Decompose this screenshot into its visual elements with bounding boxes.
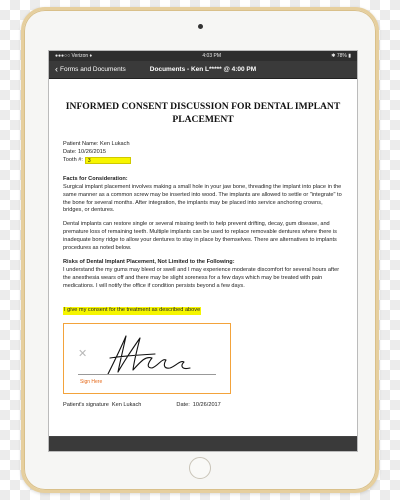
signature-baseline: [78, 374, 216, 375]
patient-name-label: Patient Name:: [63, 140, 99, 147]
navigation-bar: [49, 61, 357, 79]
carrier-signal: ●●●○○ Verizon ♦: [55, 53, 93, 59]
signature-date-value: 10/26/2017: [192, 401, 221, 408]
patient-name-value: Ken Lukach: [100, 140, 130, 147]
back-button[interactable]: [49, 65, 126, 74]
facts-paragraph-2: Dental implants can restore single or several missing teeth to help prevent drifting, decay, gum disease, and premature loss of remaining teeth. Multiple implants can be used to replace removable dentures where there is inadequate bony ridge to allow your dentures to stay in place by themselves. There are alternatives to implants procedures as noted below.: [63, 221, 337, 252]
tooth-number-row: [63, 157, 343, 165]
tooth-number-label: Tooth #:: [63, 156, 83, 163]
bottom-toolbar: [49, 437, 357, 451]
signature-name: Ken Lukach: [111, 401, 142, 408]
status-time: 4:03 PM: [202, 53, 221, 59]
tablet-screen: [48, 50, 358, 452]
sign-here-label: Sign Here: [80, 378, 103, 385]
consent-document: [49, 79, 357, 410]
risks-heading: Risks of Dental Implant Placement, Not Limited to the Following:: [63, 259, 235, 266]
patient-name-line: [63, 141, 343, 149]
signature-pad[interactable]: [63, 323, 231, 394]
nav-title: Documents - Ken L***** @ 4:00 PM: [149, 66, 257, 73]
tooth-number-input[interactable]: [85, 157, 131, 164]
chevron-left-icon: ‹: [55, 64, 58, 74]
signature-date-label: Date:: [176, 401, 190, 408]
home-button[interactable]: [189, 457, 211, 479]
front-camera: [198, 24, 203, 29]
signature-drawing: [100, 328, 210, 378]
date-label: Date:: [63, 148, 77, 155]
x-mark-icon: ✕: [78, 347, 88, 360]
document-title: INFORMED CONSENT DISCUSSION FOR DENTAL IMPLANT PLACEMENT: [65, 101, 341, 125]
battery-indicator: ✱ 78% ▮: [331, 53, 351, 59]
date-line: [63, 149, 343, 157]
signature-label: Patient's signature: [63, 401, 109, 408]
status-bar: [49, 51, 357, 61]
consent-statement[interactable]: I give my consent for the treatment as described above: [64, 306, 201, 313]
date-value: 10/26/2015: [77, 148, 106, 155]
facts-paragraph-1: Surgical implant placement involves making a small hole in your jaw bone, threading the implant into place in the same manner as a common screw may be inserted into wood. The implants are allowed to settle or "integrate" to the bone for several months. After integration, the implants may be placed into service anchoring crowns, bridges, or dentures.: [63, 183, 342, 214]
tablet-device-frame: [21, 7, 379, 493]
risks-paragraph: I understand the my gums may bleed or swell and I may experience moderate discomfort for several hours after the anesthesia wears off and there may be slight soreness for a few days which may be treated with pain medications. I will notify the office if condition persists beyond a few days.: [63, 267, 340, 289]
signature-footer: [63, 402, 343, 410]
facts-heading: Facts for Consideration:: [63, 175, 128, 182]
back-button-label: Forms and Documents: [60, 66, 126, 73]
